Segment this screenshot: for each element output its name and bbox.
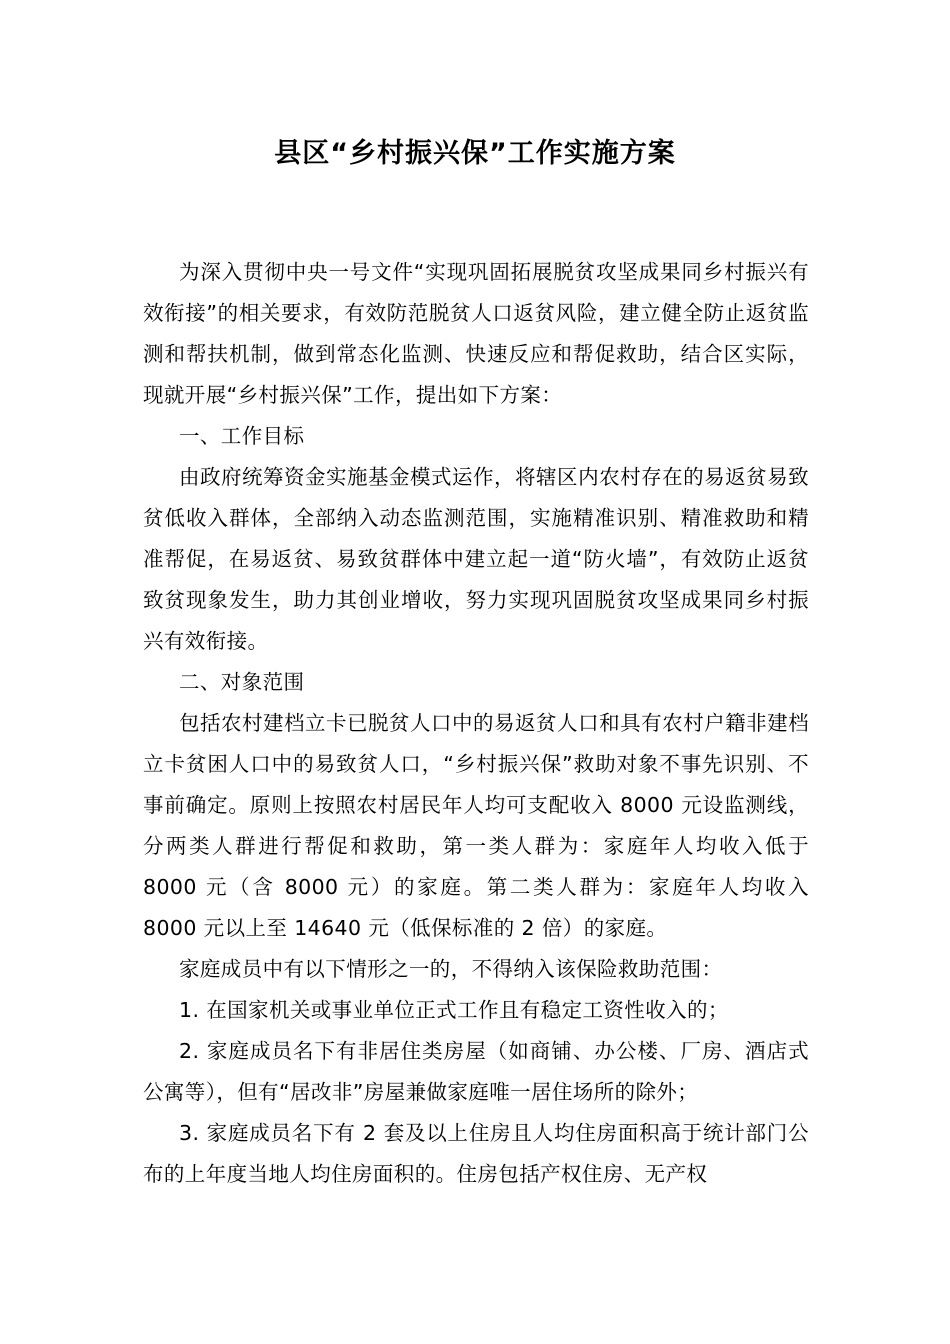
section-heading-goals: 一、工作目标 [179,424,305,448]
exclusion-item-2: 2. 家庭成员名下有非居住类房屋（如商铺、办公楼、厂房、酒店式公寓等），但有“居改非”房屋兼做家庭唯一居住场所的除外； [143,1039,809,1104]
exclusion-item-1: 1. 在国家机关或事业单位正式工作且有稳定工资性收入的； [179,998,729,1022]
document-body [143,252,809,1195]
intro-paragraph: 为深入贯彻中央一号文件“实现巩固拓展脱贫攻坚成果同乡村振兴有效衔接”的相关要求，有效防范脱贫人口返贫风险，建立健全防止返贫监测和帮扶机制，做到常态化监测、快速反应和帮促救助，结合区实际，现就开展“乡村振兴保”工作，提出如下方案： [143,260,809,407]
exclusion-intro-paragraph: 家庭成员中有以下情形之一的，不得纳入该保险救助范围： [179,957,723,981]
section-heading-scope: 二、对象范围 [179,670,305,694]
exclusion-item-3: 3. 家庭成员名下有 2 套及以上住房且人均住房面积高于统计部门公布的上年度当地人均住房面积的。住房包括产权住房、无产权 [143,1121,809,1186]
goals-paragraph: 由政府统筹资金实施基金模式运作，将辖区内农村存在的易返贫易致贫低收入群体，全部纳入动态监测范围，实施精准识别、精准救助和精准帮促，在易返贫、易致贫群体中建立起一道“防火墙”，有效防止返贫致贫现象发生，助力其创业增收，努力实现巩固脱贫攻坚成果同乡村振兴有效衔接。 [143,465,809,653]
document-title: 县区“乡村振兴保”工作实施方案 [274,138,676,169]
scope-paragraph: 包括农村建档立卡已脱贫人口中的易返贫人口和具有农村户籍非建档立卡贫困人口中的易致贫人口，“乡村振兴保”救助对象不事先识别、不事前确定。原则上按照农村居民年人均可支配收入 8000 元设监测线，分两类人群进行帮促和救助，第一类人群为：家庭年人均收入低于 8000 元（含 8000 元）的家庭。第二类人群为：家庭年人均收入 8000 元以上至 14640 元（低保标准的 2 倍）的家庭。 [143,711,809,940]
